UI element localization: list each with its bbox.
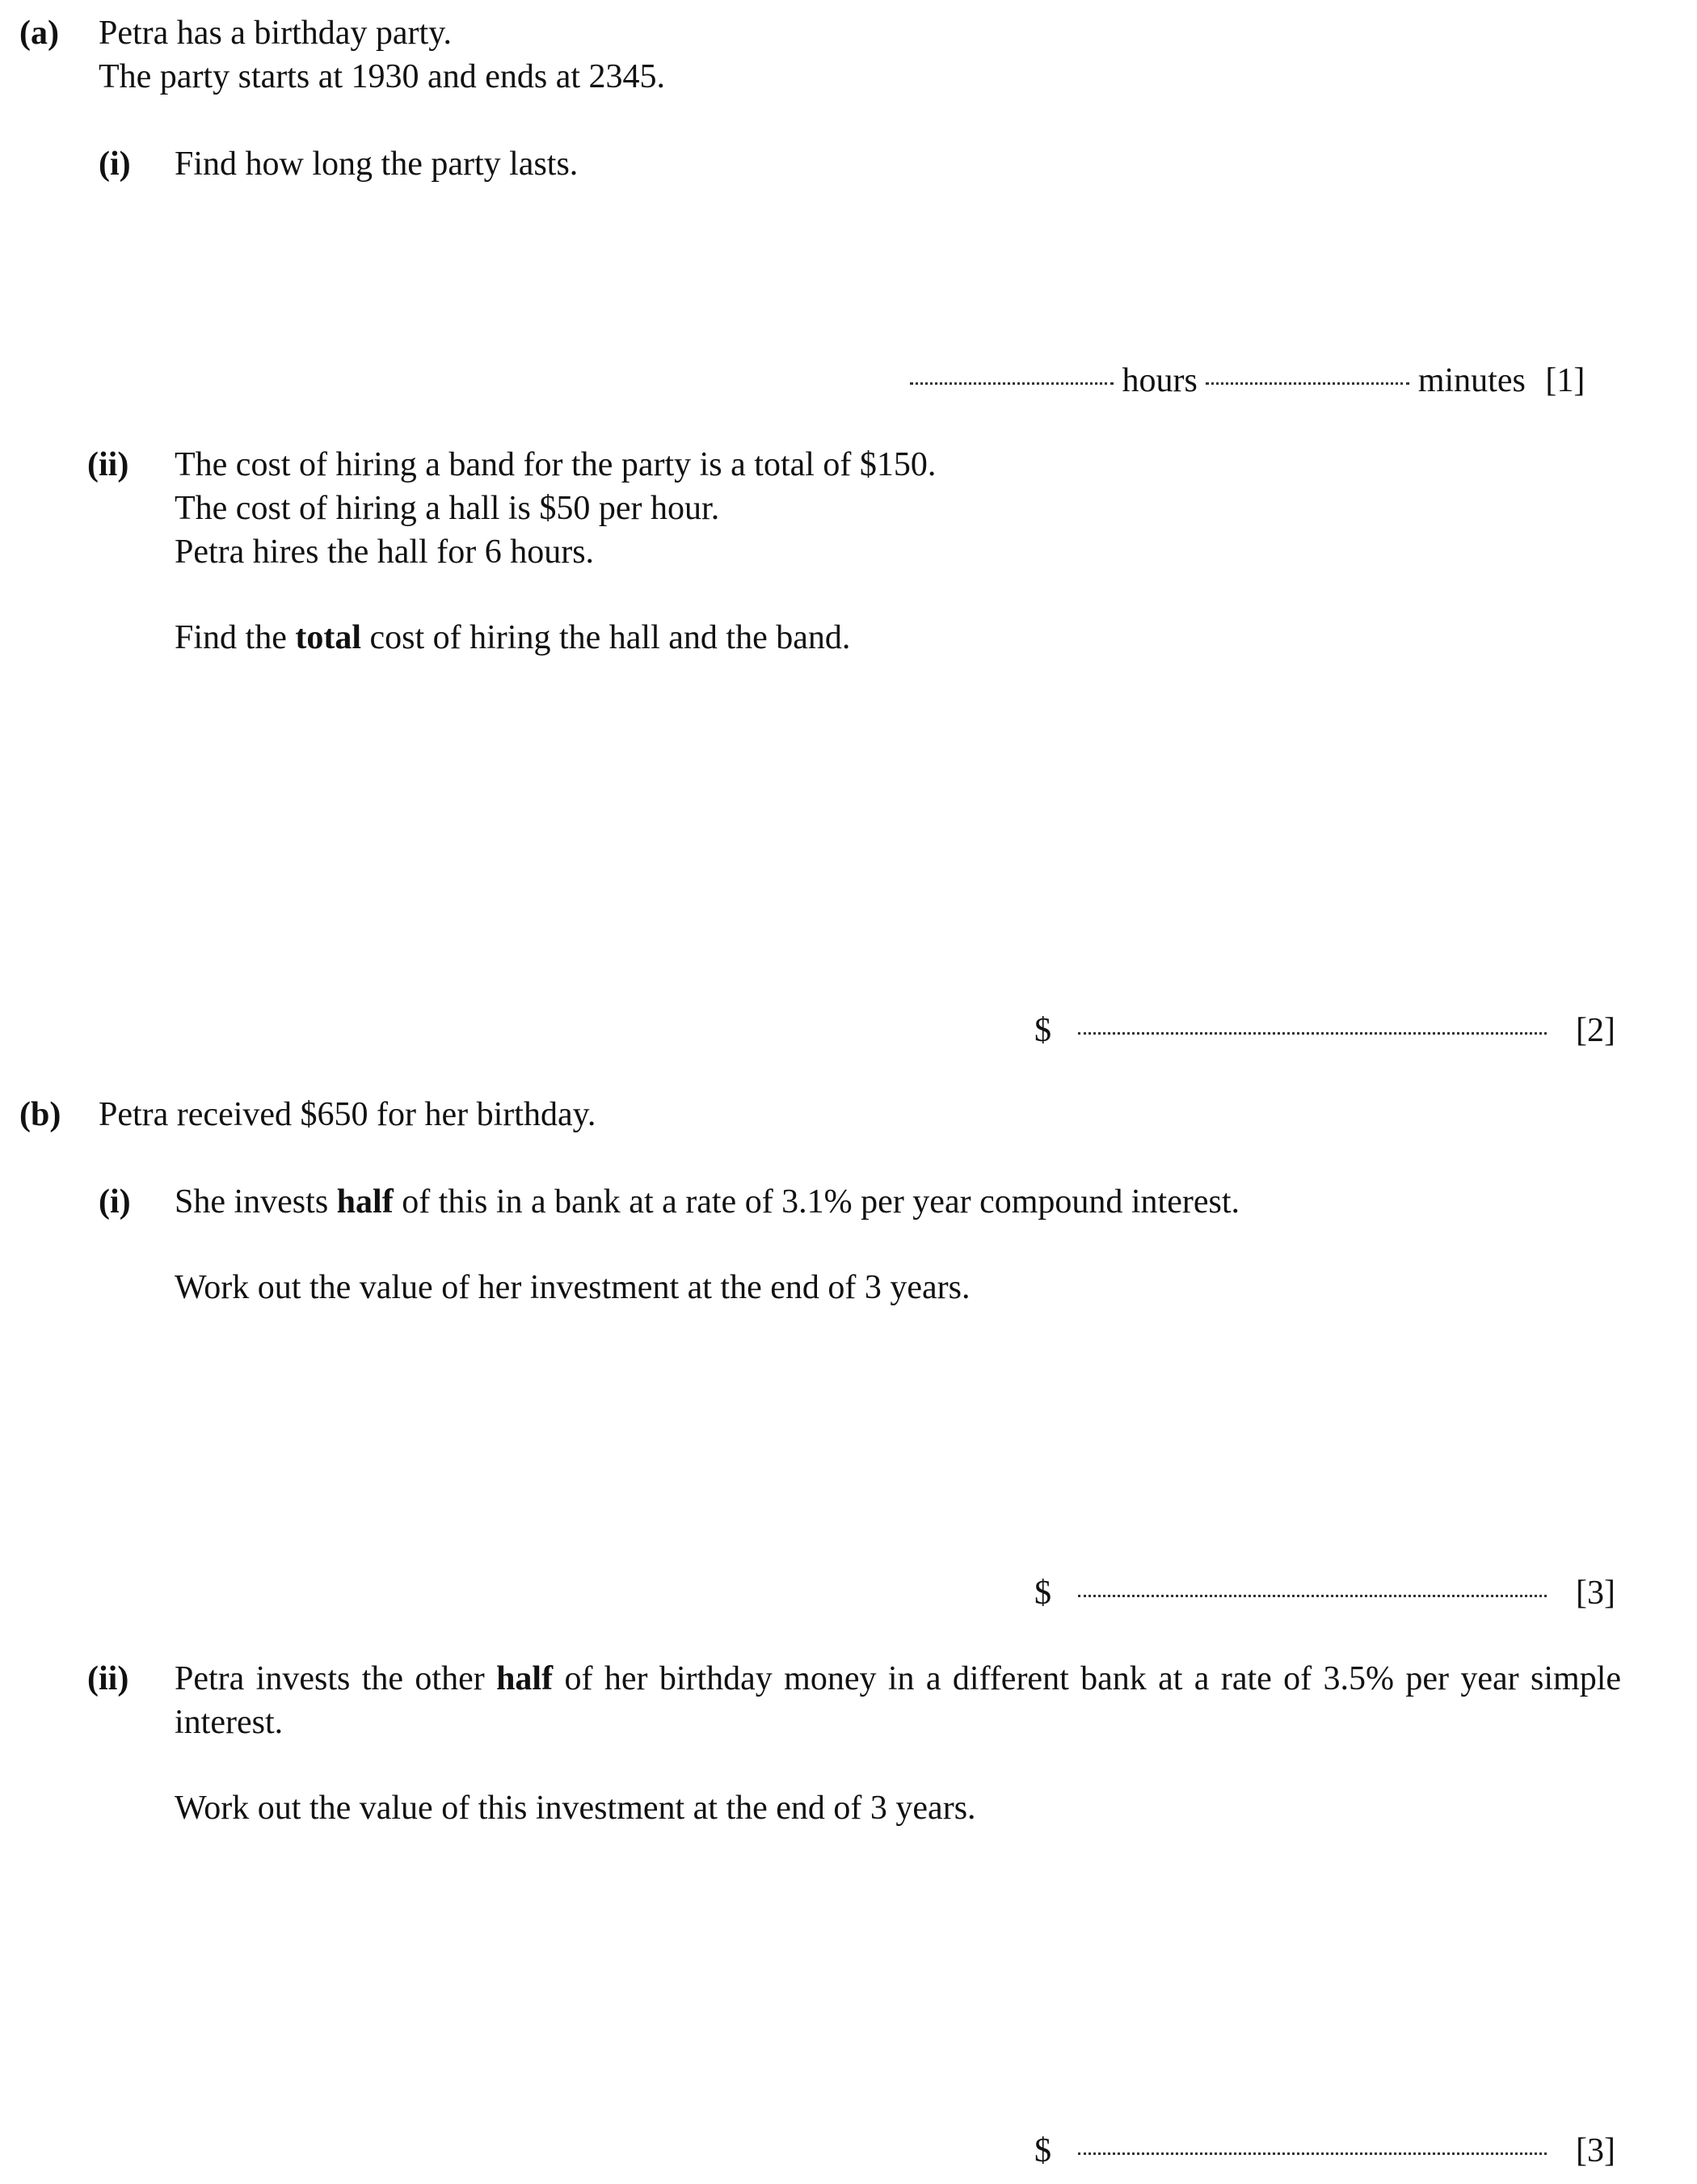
part-b-label: (b)	[19, 1096, 61, 1133]
currency-symbol: $	[1034, 2132, 1051, 2169]
part-a-label: (a)	[19, 15, 59, 52]
marks-a-ii: [2]	[1576, 1012, 1615, 1049]
part-a-ii-line-2: The cost of hiring a hall is $50 per hour.	[175, 490, 720, 527]
hours-unit: hours	[1122, 362, 1198, 399]
currency-symbol: $	[1034, 1012, 1051, 1049]
part-a-intro-line-1: Petra has a birthday party.	[99, 15, 452, 52]
cost-answer-blank[interactable]	[1078, 1032, 1547, 1035]
marks-b-i: [3]	[1576, 1575, 1615, 1612]
part-a-ii-answer-line	[1034, 1009, 1615, 1052]
part-a-i-answer-line	[910, 359, 1585, 403]
part-a-ii-question: Find the total cost of hiring the hall and the band.	[175, 619, 851, 656]
part-b-intro: Petra received $650 for her birthday.	[99, 1096, 596, 1133]
part-b-i-question: Work out the value of her investment at the end of 3 years.	[175, 1269, 971, 1306]
part-b-ii-question: Work out the value of this investment at the end of 3 years.	[175, 1790, 976, 1827]
part-a-ii-line-3: Petra hires the hall for 6 hours.	[175, 533, 595, 571]
minutes-unit: minutes	[1417, 362, 1526, 399]
marks-a-i: [1]	[1545, 362, 1585, 399]
investment-answer-blank[interactable]	[1078, 1595, 1547, 1597]
part-b-i-answer-line	[1034, 1571, 1615, 1615]
marks-b-ii: [3]	[1576, 2132, 1615, 2169]
hours-answer-blank[interactable]	[910, 382, 1114, 385]
part-a-intro-line-2: The party starts at 1930 and ends at 2345.	[99, 58, 665, 95]
currency-symbol: $	[1034, 1575, 1051, 1612]
part-a-i-label: (i)	[99, 145, 131, 183]
part-b-i-statement: She invests half of this in a bank at a rate of 3.1% per year compound interest.	[175, 1183, 1240, 1221]
minutes-answer-blank[interactable]	[1206, 382, 1409, 385]
part-b-i-label: (i)	[99, 1183, 131, 1221]
part-a-i-question: Find how long the party lasts.	[175, 145, 579, 183]
part-b-ii-answer-line	[1034, 2129, 1615, 2173]
simple-interest-answer-blank[interactable]	[1078, 2152, 1547, 2155]
part-b-ii-label: (ii)	[87, 1660, 129, 1697]
part-b-ii-statement: Petra invests the other half of her birthday money in a different bank at a rate of 3.5% per year simple interest.	[175, 1660, 1621, 1741]
part-a-ii-label: (ii)	[87, 446, 129, 483]
part-a-ii-line-1: The cost of hiring a band for the party is a total of $150.	[175, 446, 937, 483]
